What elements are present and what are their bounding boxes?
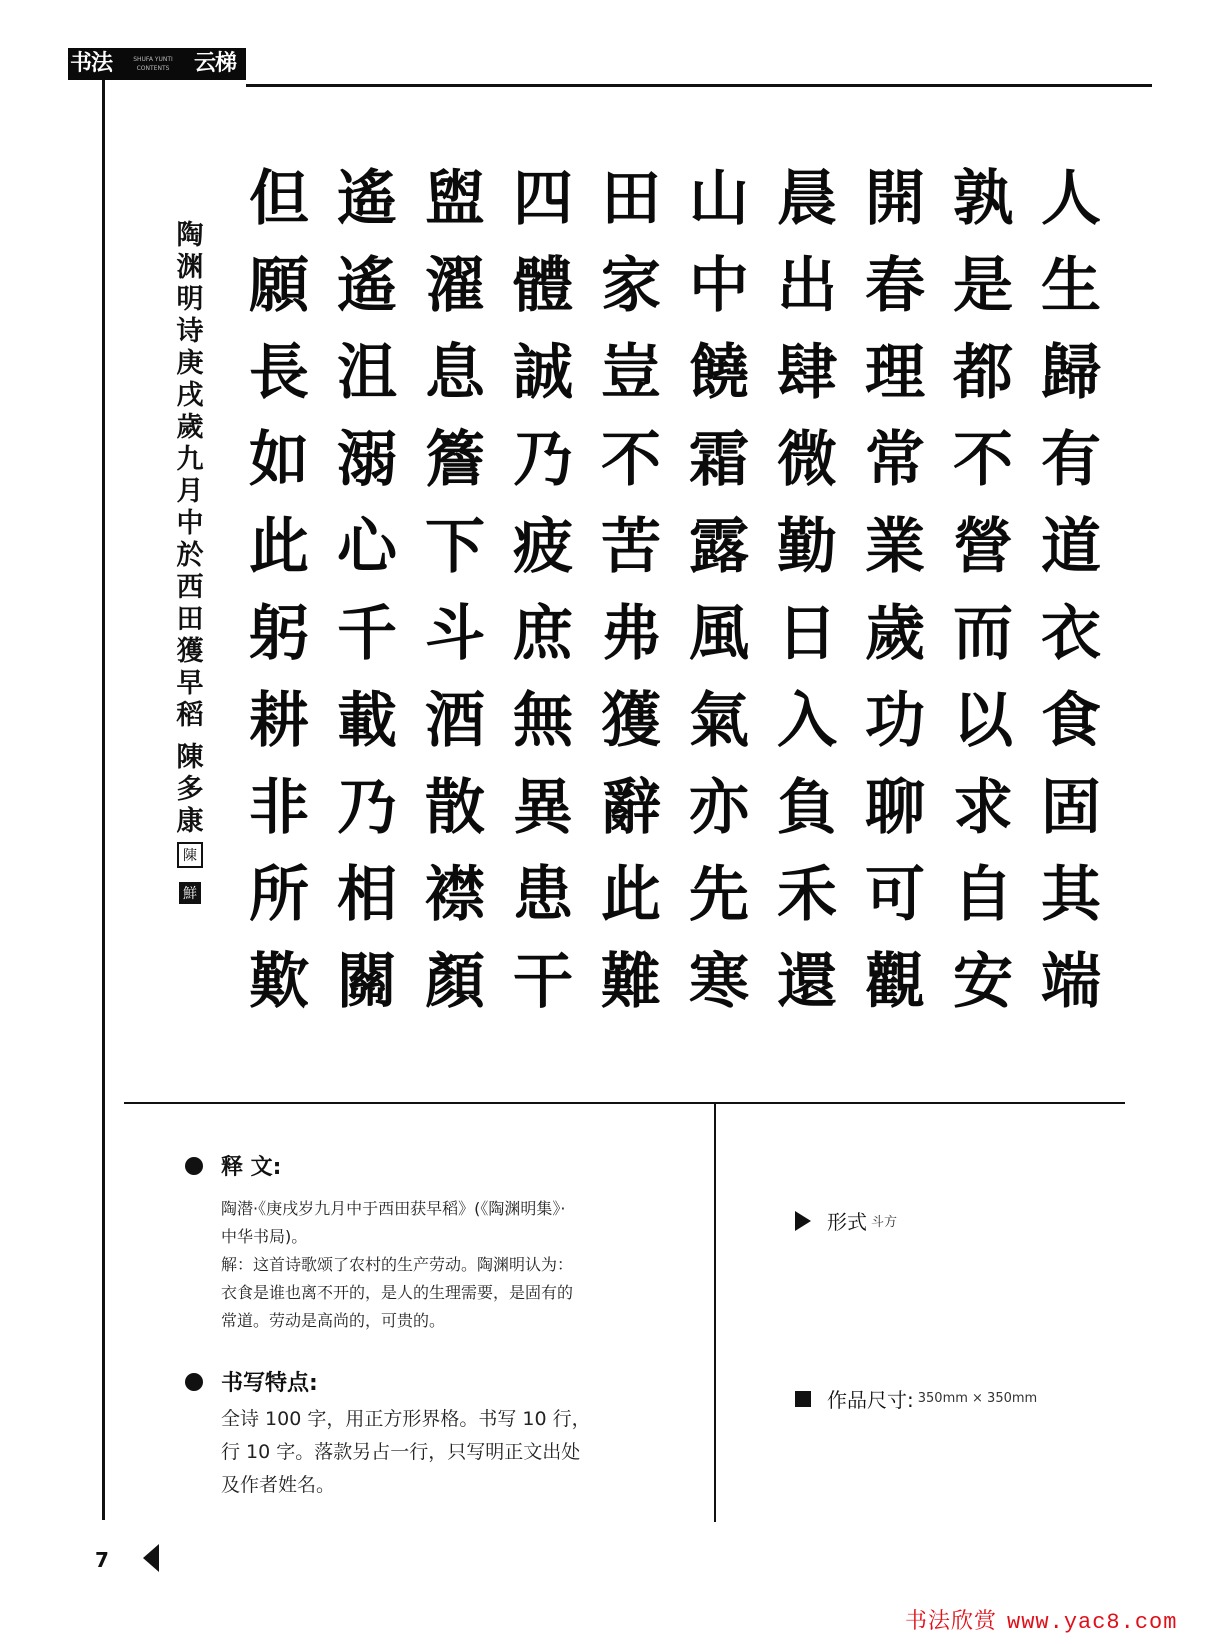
calligraphy-character: 山 [689,163,749,234]
calligraphy-character: 如 [249,424,309,495]
calligraphy-character: 遙 [337,163,397,234]
calligraphy-character: 霜 [689,424,749,495]
colophon-character: 戌 [176,380,204,411]
calligraphy-artwork [235,150,1115,1020]
calligraphy-character: 斗 [425,598,485,669]
calligraphy-character: 以 [953,685,1013,756]
colophon-character: 稻 [176,700,204,731]
calligraphy-character: 微 [777,424,837,495]
calligraphy-column [763,150,851,1020]
calligraphy-character: 氣 [689,685,749,756]
calligraphy-character: 此 [601,859,661,930]
bullet-icon [185,1373,203,1391]
colophon-character: 早 [176,668,204,699]
calligraphy-character: 營 [953,511,1013,582]
calligraphy-column [323,150,411,1020]
calligraphy-character: 寒 [689,946,749,1017]
calligraphy-character: 酒 [425,685,485,756]
banner-title-left: 书法 [70,51,113,76]
signature-character: 康 [176,806,204,837]
colophon-character: 庚 [176,348,204,379]
vertical-divider [714,1102,716,1522]
calligraphy-character: 固 [1041,772,1101,843]
calligraphy-character: 田 [601,163,661,234]
triangle-bullet-icon [795,1211,811,1231]
features-heading: 书写特点: [185,1366,641,1397]
calligraphy-character: 關 [337,946,397,1017]
calligraphy-character: 勤 [777,511,837,582]
writing-features-section [185,1366,641,1502]
form-note: 形式 斗方 [795,1206,897,1235]
calligraphy-character: 豈 [601,337,661,408]
calligraphy-character: 盥 [425,163,485,234]
watermark: 书法欣赏 www.yac8.com [905,1609,1178,1635]
calligraphy-character: 都 [953,337,1013,408]
features-body: 全诗 100 字，用正方形界格。书写 10 行， 行 10 字。落款另占一行，只写明正文出处 及作者姓名。 [221,1408,591,1496]
calligraphy-column [675,150,763,1020]
calligraphy-character: 濯 [425,250,485,321]
colophon-character: 西 [176,572,204,603]
signature-character: 多 [176,774,204,805]
calligraphy-character: 息 [425,337,485,408]
calligraphy-character: 衣 [1041,598,1101,669]
calligraphy-character: 疲 [513,511,573,582]
signature-character: 陳 [176,742,204,773]
calligraphy-character: 難 [601,946,661,1017]
calligraphy-character: 歎 [249,946,309,1017]
calligraphy-character: 下 [425,511,485,582]
calligraphy-character: 非 [249,772,309,843]
page-number: 7 [95,1548,109,1572]
colophon-character: 中 [176,508,204,539]
calligraphy-character: 出 [777,250,837,321]
calligraphy-character: 而 [953,598,1013,669]
seal-stamp-icon: 鮮 [179,882,201,904]
calligraphy-column [1027,150,1115,1020]
calligraphy-character: 顏 [425,946,485,1017]
bullet-icon [185,1157,203,1175]
calligraphy-character: 但 [249,163,309,234]
colophon-character: 陶 [176,220,204,251]
calligraphy-character: 四 [513,163,573,234]
calligraphy-character: 千 [337,598,397,669]
banner-subtitle: SHUFA YUNTI CONTENTS [133,56,173,72]
calligraphy-character: 乃 [337,772,397,843]
colophon-character: 九 [176,444,204,475]
calligraphy-character: 饒 [689,337,749,408]
calligraphy-character: 亦 [689,772,749,843]
calligraphy-character: 聊 [865,772,925,843]
calligraphy-character: 苦 [601,511,661,582]
colophon-character: 於 [176,540,204,571]
calligraphy-character: 溺 [337,424,397,495]
calligraphy-character: 不 [953,424,1013,495]
calligraphy-column [587,150,675,1020]
calligraphy-character: 先 [689,859,749,930]
colophon-character: 明 [176,284,204,315]
calligraphy-character: 乃 [513,424,573,495]
calligraphy-character: 誠 [513,337,573,408]
calligraphy-character: 食 [1041,685,1101,756]
calligraphy-character: 其 [1041,859,1101,930]
calligraphy-character: 辭 [601,772,661,843]
colophon-character: 月 [176,476,204,507]
calligraphy-character: 所 [249,859,309,930]
calligraphy-character: 孰 [953,163,1013,234]
calligraphy-character: 患 [513,859,573,930]
square-bullet-icon [795,1391,811,1407]
calligraphy-character: 願 [249,250,309,321]
calligraphy-character: 還 [777,946,837,1017]
colophon-character: 田 [176,604,204,635]
calligraphy-character: 家 [601,250,661,321]
calligraphy-character: 晨 [777,163,837,234]
colophon-character: 獲 [176,636,204,667]
calligraphy-character: 露 [689,511,749,582]
calligraphy-character: 有 [1041,424,1101,495]
calligraphy-character: 日 [777,598,837,669]
calligraphy-character: 心 [337,511,397,582]
calligraphy-character: 負 [777,772,837,843]
header-rule [246,84,1152,87]
calligraphy-character: 庶 [513,598,573,669]
colophon-character: 诗 [176,316,204,347]
calligraphy-character: 躬 [249,598,309,669]
calligraphy-character: 觀 [865,946,925,1017]
calligraphy-character: 異 [513,772,573,843]
calligraphy-character: 簷 [425,424,485,495]
interpretation-heading: 释 文: [185,1150,641,1181]
calligraphy-character: 襟 [425,859,485,930]
calligraphy-character: 春 [865,250,925,321]
calligraphy-character: 禾 [777,859,837,930]
calligraphy-character: 歲 [865,598,925,669]
interpretation-body: 陶潜·《庚戌岁九月中于西田获早稻》(《陶渊明集》· 中华书局)。 解：这首诗歌颂了农村的生产劳动。陶渊明认为： 衣食是谁也离不开的，是人的生理需要，是固有的 常道。劳动是高尚的，可贵的。 [221,1199,574,1330]
calligraphy-column [499,150,587,1020]
section-banner [68,48,246,80]
calligraphy-character: 生 [1041,250,1101,321]
calligraphy-character: 散 [425,772,485,843]
calligraphy-character: 風 [689,598,749,669]
calligraphy-character: 肆 [777,337,837,408]
calligraphy-character: 是 [953,250,1013,321]
calligraphy-character: 求 [953,772,1013,843]
calligraphy-character: 長 [249,337,309,408]
calligraphy-character: 安 [953,946,1013,1017]
size-note: 作品尺寸: 350mm × 350mm [795,1384,1037,1413]
calligraphy-column [411,150,499,1020]
calligraphy-character: 中 [689,250,749,321]
calligraphy-column [851,150,939,1020]
colophon-character: 渊 [176,252,204,283]
calligraphy-character: 可 [865,859,925,930]
calligraphy-character: 載 [337,685,397,756]
calligraphy-character: 相 [337,859,397,930]
calligraphy-character: 耕 [249,685,309,756]
seal-stamp-icon: 陳 [177,842,203,868]
calligraphy-character: 人 [1041,163,1101,234]
colophon-character: 歲 [176,412,204,443]
calligraphy-character: 功 [865,685,925,756]
horizontal-divider [124,1102,1125,1104]
calligraphy-character: 道 [1041,511,1101,582]
calligraphy-character: 弗 [601,598,661,669]
colophon-inscription [170,220,210,904]
calligraphy-character: 此 [249,511,309,582]
calligraphy-character: 體 [513,250,573,321]
calligraphy-column [235,150,323,1020]
calligraphy-character: 常 [865,424,925,495]
interpretation-section [185,1150,641,1335]
calligraphy-character: 入 [777,685,837,756]
left-margin-rule [102,80,105,1520]
calligraphy-character: 自 [953,859,1013,930]
calligraphy-character: 干 [513,946,573,1017]
calligraphy-character: 端 [1041,946,1101,1017]
calligraphy-character: 無 [513,685,573,756]
calligraphy-column [939,150,1027,1020]
calligraphy-character: 沮 [337,337,397,408]
calligraphy-character: 遙 [337,250,397,321]
banner-title-right: 云梯 [194,51,237,76]
calligraphy-character: 開 [865,163,925,234]
calligraphy-character: 歸 [1041,337,1101,408]
calligraphy-character: 理 [865,337,925,408]
page-marker-icon [143,1544,159,1572]
calligraphy-character: 獲 [601,685,661,756]
calligraphy-character: 業 [865,511,925,582]
calligraphy-character: 不 [601,424,661,495]
